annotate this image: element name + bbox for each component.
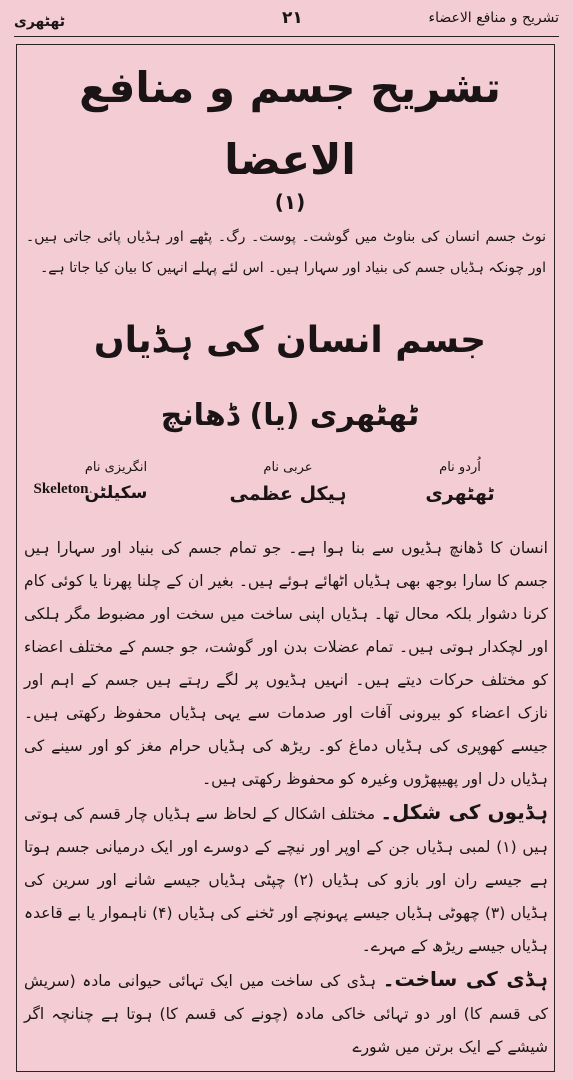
paragraph-skeleton-intro [24,530,548,796]
note-paragraph: نوٹ جسم انسان کی بناوٹ میں گوشت۔ پوست۔ رگ۔ پٹھے اور ہڈیاں پائی جاتی ہیں۔ اور چونکہ ہڈیاں جسم کی بنیاد اور سہارا ہیں۔ اس لئے پہلے انہیں کا بیان کیا جاتا ہے۔ [26,229,546,276]
urdu-name-header: اُردو نام [439,460,481,475]
english-name-header: انگریزی نام [84,460,148,475]
paragraph-bone-structure [24,963,548,1064]
paragraph-bone-shapes [24,796,548,963]
english-name-column [31,460,201,503]
arabic-name-value: ہیکل عظمی [229,483,347,505]
english-name-urdu-script: سکیلٹن [84,483,148,503]
urdu-name-value: ٹھٹھری [425,483,495,505]
sub-title: ٹھٹھری (یا) ڈھانچ [160,398,420,433]
page-number: ۲۱ [282,8,303,28]
english-name-value: Skeleton [33,481,89,497]
book-title-header: تشریح و منافع الاعضاء [428,10,559,26]
paragraph-text: ہڈی کی ساخت میں ایک تہائی حیوانی مادہ (سریش کی قسم کا) اور دو تہائی خاکی مادہ (چونے کی قسم کا) ہوتا ہے چنانچہ اگر شیشے کے ایک برتن میں شورے [24,972,548,1056]
paragraph-lead: ہڈی کی ساخت۔ [382,967,548,991]
paragraph-text: مختلف اشکال کے لحاظ سے ہڈیاں چار قسم کی ہوتی ہیں (۱) لمبی ہڈیاں جن کے اوپر اور نیچے کے دوسرے اور ایک درمیانی جسم ہوتا ہے جیسے ران اور بازو کی ہڈیاں (۲) چپٹی ہڈیاں جیسے شانے اور سرین کی ہڈیاں (۳) چھوٹی ہڈیاں جیسے پہونچے اور ٹخنے کی ہڈیاں (۴) ناہموار یا بے قاعدہ ہڈیاں جیسے ریڑھ کے مہرے۔ [24,805,548,955]
body-text [24,530,548,1064]
running-header [14,6,559,37]
section-title: جسم انسان کی ہڈیاں [93,320,487,361]
chapter-title-header: ٹھٹھری [14,14,65,30]
paragraph-lead: ہڈیوں کی شکل۔ [380,800,548,824]
main-title: تشریح جسم و منافع الاعضا [79,63,501,184]
arabic-name-column [203,460,373,505]
urdu-name-column [375,460,545,505]
arabic-name-header: عربی نام [263,460,313,475]
part-number: (۱) [274,190,306,214]
names-table [30,460,545,530]
paragraph-text: انسان کا ڈھانچ ہڈیوں سے بنا ہوا ہے۔ جو تمام جسم کی بنیاد اور سہارا ہیں جسم کا سارا بوجھ بھی ہڈیاں اٹھائے ہوئے ہیں۔ بغیر ان کے چلنا پھرنا یا کوئی کام کرنا دشوار بلکہ محال تھا۔ ہڈیاں اپنی ساخت میں سخت اور مضبوط مگر ہلکی اور لچکدار ہوتی ہیں۔ تمام عضلات بدن اور گوشت، جو جسم کے مختلف اعضاء کو مختلف حرکات دیتے ہیں۔ انہیں ہڈیوں پر لگے رہتے ہیں جسم کے اہم اور نازک اعضاء کو بیرونی آفات اور صدمات سے یہی ہڈیاں محفوظ رکھتی ہیں۔ جیسے کھوپری کی ہڈیاں دماغ کو۔ ریڑھ کی ہڈیاں حرام مغز کو اور سینے کی ہڈیاں دل اور پھیپھڑوں وغیرہ کو محفوظ رکھتی ہیں۔ [24,539,548,788]
